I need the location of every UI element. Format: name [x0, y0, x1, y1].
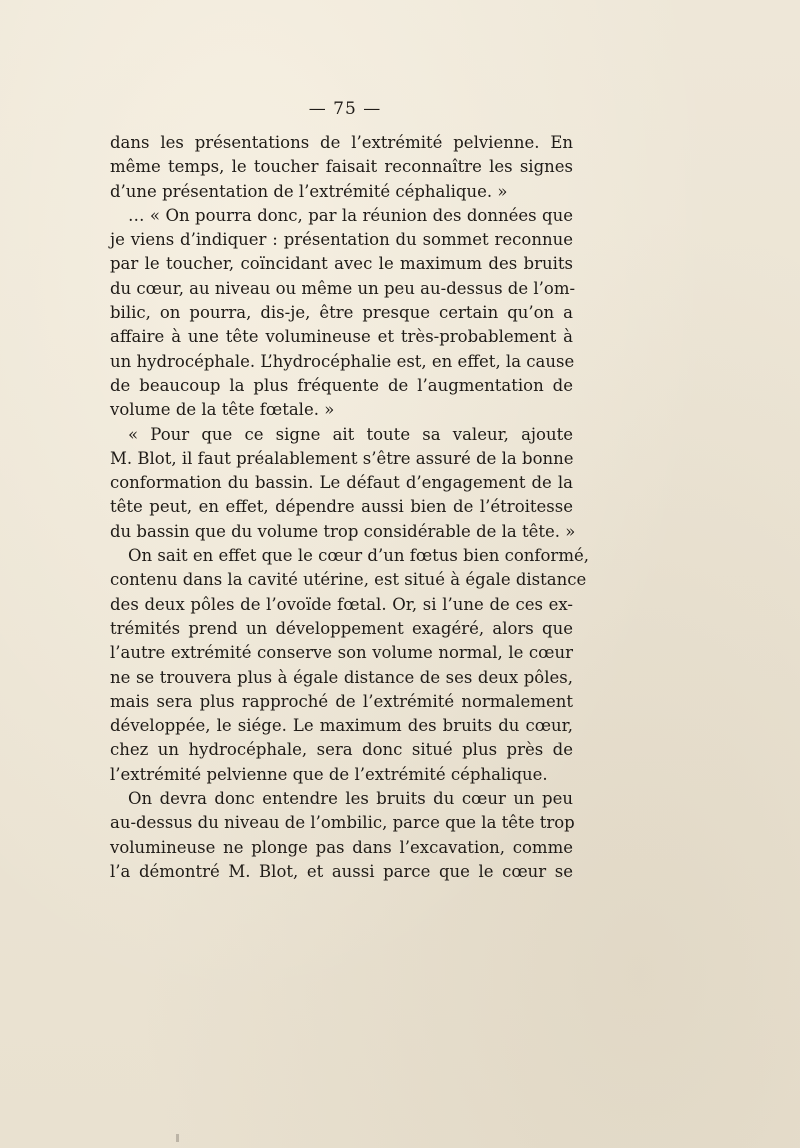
text-line: développée, le siége. Le maximum des bruits du cœur, — [110, 716, 573, 736]
text-line: mais sera plus rapproché de l’extrémité normalement — [110, 691, 573, 711]
text-line: « Pour que ce signe ait toute sa valeur, ajoute — [128, 424, 573, 444]
text-line: par le toucher, coïncidant avec le maximum des bruits — [110, 254, 573, 274]
text-line: d’une présentation de l’extrémité céphalique. » — [110, 181, 508, 201]
text-line: ne se trouvera plus à égale distance de ses deux pôles, — [110, 667, 573, 687]
text-line: tête peut, en effet, dépendre aussi bien de l’étroitesse — [110, 497, 573, 517]
text-line: même temps, le toucher faisait reconnaître les signes — [110, 157, 573, 177]
text-line: l’autre extrémité conserve son volume normal, le cœur — [110, 643, 573, 663]
text-line: dans les présentations de l’extrémité pelvienne. En — [110, 133, 573, 152]
text-line: du cœur, au niveau ou même un peu au-dessus de l’om- — [110, 278, 576, 298]
text-line: l’a démontré M. Blot, et aussi parce que le cœur se — [110, 861, 573, 881]
text-line: un hydrocéphale. L’hydrocéphalie est, en effet, la cause — [110, 351, 575, 371]
text-line: chez un hydrocéphale, sera donc situé plus près de — [110, 740, 573, 760]
text-line: je viens d’indiquer : présentation du sommet reconnue — [110, 230, 573, 250]
text-line: conformation du bassin. Le défaut d’engagement de la — [110, 473, 573, 493]
text-line: volume de la tête fœtale. » — [110, 400, 335, 420]
text-line: M. Blot, il faut préalablement s’être assuré de la bonne — [110, 448, 574, 468]
text-line: trémités prend un développement exagéré, alors que — [110, 618, 573, 638]
text-line: volumineuse ne plonge pas dans l’excavation, comme — [110, 837, 573, 857]
text-line: du bassin que du volume trop considérable de la tête. » — [110, 521, 576, 541]
text-line: l’extrémité pelvienne que de l’extrémité céphalique. — [110, 764, 548, 784]
text-line: affaire à une tête volumineuse et très-probablement à — [110, 327, 573, 347]
text-line: des deux pôles de l’ovoïde fœtal. Or, si l’une de ces ex- — [110, 594, 573, 614]
text-line: On sait en effet que le cœur d’un fœtus bien conformé, — [128, 546, 589, 566]
text-line: … « On pourra donc, par la réunion des données que — [128, 205, 573, 225]
body-text — [110, 131, 589, 884]
page-number: — 75 — — [308, 99, 382, 119]
text-line: de beaucoup la plus fréquente de l’augmentation de — [110, 375, 573, 395]
paper-speck — [176, 1134, 179, 1142]
text-line: contenu dans la cavité utérine, est situé à égale distance — [110, 570, 587, 590]
text-line: bilic, on pourra, dis-je, être presque certain qu’on a — [110, 303, 573, 323]
text-line: au-dessus du niveau de l’ombilic, parce que la tête trop — [110, 813, 575, 833]
text-line: On devra donc entendre les bruits du cœur un peu — [128, 789, 573, 809]
